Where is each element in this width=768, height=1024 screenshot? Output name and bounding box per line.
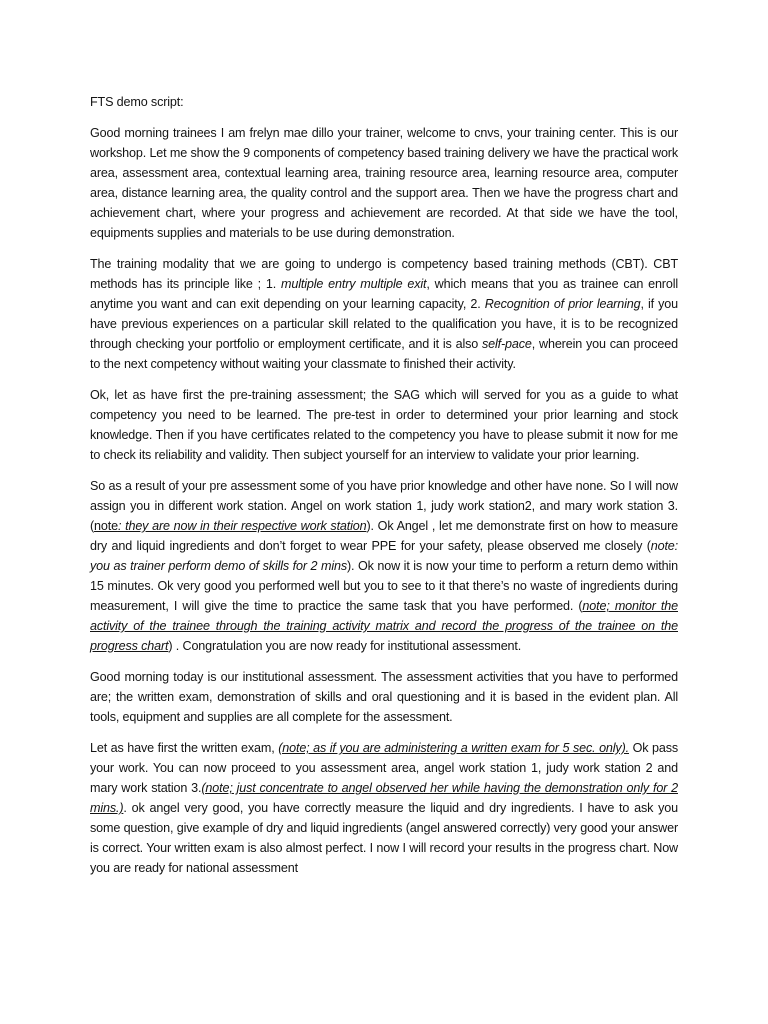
text-run: Let as have first the written exam,: [90, 741, 279, 755]
italic-run: (note; just concentrate to angel observed her while having the demonstration only for 2 mins.): [90, 781, 678, 815]
document-title: FTS demo script:: [90, 95, 184, 109]
italic-run: self-pace: [482, 337, 532, 351]
text-run: . ok angel very good, you have correctly measure the liquid and dry ingredients. I have to ask you some question, give example of dry and liquid ingredients (angel answered correctly) very good your answer is correct. Your written exam is also almost perfect. I now I will record your results in the progress chart. Now you are ready for national assessment: [90, 801, 678, 875]
text-run: , wherein you can proceed to the next competency without waiting your classmate to finished their activity.: [90, 337, 678, 371]
document-body: [90, 92, 678, 889]
italic-run: : they are now in their respective work station: [117, 519, 367, 533]
text-run: , which means that you as trainee can enroll anytime you want and can exit depending on your learning capacity, 2.: [90, 277, 679, 311]
paragraph-welcome: Good morning trainees I am frelyn mae dillo your trainer, welcome to cnvs, your training center. This is our workshop. Let me show the 9 components of competency based training delivery we have the practical work area, assessment area, contextual learning area, training resource area, learning resource area, computer area, distance learning area, the quality control and the support area. Then we have the progress chart and achievement chart, where your progress and achievement are recorded. At that side we have the tool, equipments supplies and materials to be use during demonstration.: [90, 126, 678, 240]
italic-run: note: you as trainer perform demo of skills for 2 mins: [90, 539, 678, 573]
text-run: So as a result of your pre assessment some of you have prior knowledge and other have none. So I will now assign you in different work station. Angel on work station 1, judy work station2, and mary work station 3. (: [90, 479, 678, 533]
italic-run: multiple entry multiple exit: [281, 277, 427, 291]
paragraph-institutional-assessment: Good morning today is our institutional assessment. The assessment activities that you have to performed are; the written exam, demonstration of skills and oral questioning and it is based in the evident plan. All tools, equipment and supplies are all complete for the assessment.: [90, 670, 678, 724]
text-run: ). Ok now it is now your time to perform a return demo within 15 minutes. Ok very good you performed well but you to see to it that there’s no waste of ingredients during measurement, I will give the time to practice the same task that you have performed. (: [90, 559, 678, 613]
paragraph-pre-training-assessment: Ok, let as have first the pre-training assessment; the SAG which will served for you as a guide to what competency you need to be learned. The pre-test in order to determined your prior learning and stock knowledge. Then if you have certificates related to the competency you have to please submit it now for me to check its reliability and validity. Then subject yourself for an interview to validate your prior learning.: [90, 388, 678, 462]
paragraph-work-stations: [90, 476, 678, 656]
text-run: ) . Congratulation you are now ready for institutional assessment.: [168, 639, 522, 653]
italic-run: note; monitor the activity of the trainee through the training activity matrix and record the progress of the trainee on the progress chart: [90, 599, 678, 653]
underlined-italic-run: [118, 519, 367, 533]
italic-run: Recognition of prior learning: [484, 297, 641, 311]
text-run: Ok pass your work. You can now proceed to you assessment area, angel work station 1, judy work station 2 and mary work station 3.: [90, 741, 678, 795]
paragraph-written-exam: [90, 738, 678, 878]
text-run: The training modality that we are going to undergo is competency based training methods (CBT). CBT methods has its principle like ; 1.: [90, 257, 678, 291]
underlined-italic-run: [278, 741, 629, 755]
underlined-run: note: [94, 519, 118, 533]
text-run: ). Ok Angel , let me demonstrate first on how to measure dry and liquid ingredients and don’t forget to wear PPE for your safety, please observed me closely (: [90, 519, 678, 553]
paragraph-training-modality: [90, 254, 678, 374]
italic-run: (note; as if you are administering a written exam for 5 sec. only).: [278, 741, 629, 755]
text-run: , if you have previous experiences on a particular skill related to the qualification you have, it is to be recognized through checking your portfolio or employment certificate, and it is also: [90, 297, 678, 351]
